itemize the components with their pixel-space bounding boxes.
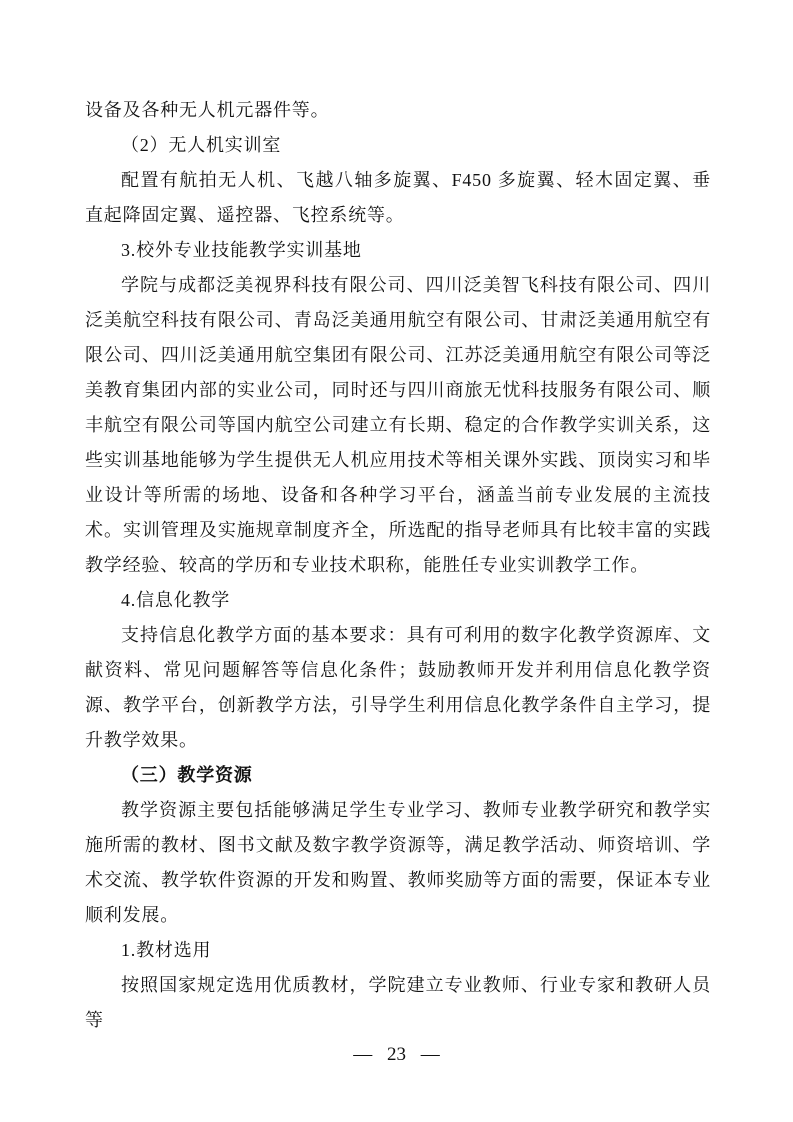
subheading-textbook-selection: 1.教材选用	[121, 940, 212, 960]
paragraph-textbook-selection: 按照国家规定选用优质教材，学院建立专业教师、行业专家和教研人员等	[85, 975, 711, 1030]
subheading-off-campus-training-base: 3.校外专业技能教学实训基地	[121, 240, 362, 260]
page-number: — 23 —	[353, 1044, 440, 1065]
paragraph-teaching-resources-overview: 教学资源主要包括能够满足学生专业学习、教师专业教学研究和教学实施所需的教材、图书文献及数字教学资源等，满足教学活动、师资培训、学术交流、教学软件资源的开发和购置、教师奖励等方面的需要，保证本专业顺利发展。	[85, 800, 711, 925]
subheading-informatization-teaching: 4.信息化教学	[121, 590, 231, 610]
page-footer	[0, 1040, 793, 1070]
document-body	[85, 93, 711, 1038]
paragraph-continuation: 设备及各种无人机元器件等。	[85, 100, 330, 120]
paragraph-informatization-requirements: 支持信息化教学方面的基本要求：具有可利用的数字化教学资源库、文献资料、常见问题解答等信息化条件；鼓励教师开发并利用信息化教学资源、教学平台，创新教学方法，引导学生利用信息化教学条件自主学习，提升教学效果。	[85, 625, 711, 750]
paragraph-uav-equipment: 配置有航拍无人机、飞越八轴多旋翼、F450 多旋翼、轻木固定翼、垂直起降固定翼、遥控器、飞控系统等。	[85, 170, 711, 225]
section-heading-teaching-resources: （三）教学资源	[121, 765, 253, 785]
subheading-uav-training-room: （2）无人机实训室	[121, 135, 282, 155]
paragraph-cooperation-companies: 学院与成都泛美视界科技有限公司、四川泛美智飞科技有限公司、四川泛美航空科技有限公司、青岛泛美通用航空有限公司、甘肃泛美通用航空有限公司、四川泛美通用航空集团有限公司、江苏泛美通用航空有限公司等泛美教育集团内部的实业公司，同时还与四川商旅无忧科技服务有限公司、顺丰航空有限公司等国内航空公司建立有长期、稳定的合作教学实训关系，这些实训基地能够为学生提供无人机应用技术等相关课外实践、顶岗实习和毕业设计等所需的场地、设备和各种学习平台，涵盖当前专业发展的主流技术。实训管理及实施规章制度齐全，所选配的指导老师具有比较丰富的实践教学经验、较高的学历和专业技术职称，能胜任专业实训教学工作。	[85, 275, 711, 575]
